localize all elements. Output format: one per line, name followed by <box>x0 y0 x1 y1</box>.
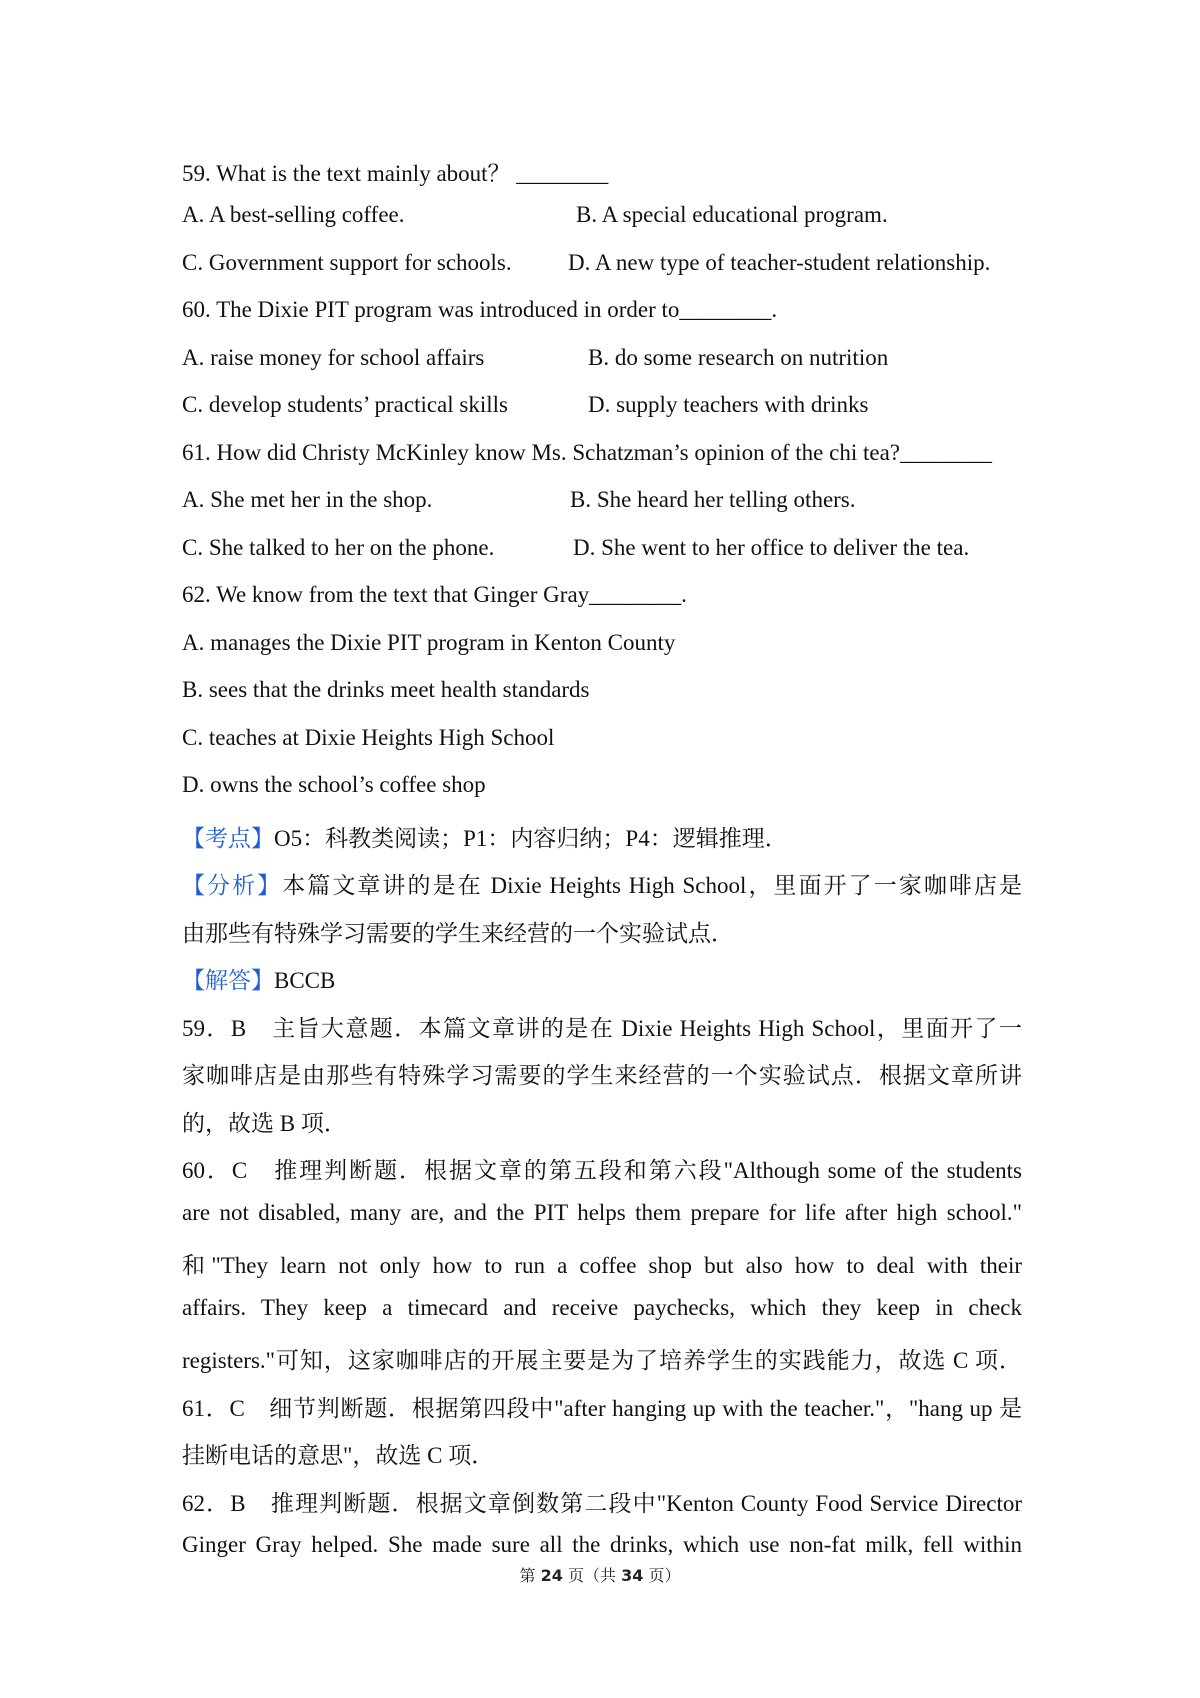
answer-59-line-2: 家咖啡店是由那些有特殊学习需要的学生来经营的一个实验试点．根据文章所讲 <box>182 1063 1022 1088</box>
answer-62-line-2: Ginger Gray helped. She made sure all the drinks, which use non-fat milk, fell within <box>182 1532 1022 1557</box>
question-60-stem: 60. The Dixie PIT program was introduced in order to________. <box>182 297 778 322</box>
answer-59-line-1: 59．B 主旨大意题．本篇文章讲的是在 Dixie Heights High School，里面开了一 <box>182 1016 1022 1041</box>
kaodian-line <box>182 820 788 853</box>
answer-59-line-3: 的，故选 B 项． <box>182 1111 347 1136</box>
answer-60-line-2: are not disabled, many are, and the PIT helps them prepare for life after high school." <box>182 1200 1022 1225</box>
jieda-tag: 【解答】 <box>182 968 274 993</box>
question-62-option-c: C. teaches at Dixie Heights High School <box>182 725 555 750</box>
jieda-line <box>182 962 335 995</box>
question-60-option-a: A. raise money for school affairs <box>182 345 485 370</box>
footer-prefix: 第 <box>519 1566 541 1585</box>
question-59-option-c: C. Government support for schools. <box>182 250 512 275</box>
page-footer <box>0 1563 1200 1586</box>
footer-middle: 页（共 <box>562 1566 622 1585</box>
question-60-option-c: C. develop students’ practical skills <box>182 392 508 417</box>
fenxi-text-1: 本篇文章讲的是在 Dixie Heights High School，里面开了一家咖啡店是 <box>282 873 1022 898</box>
question-62-option-b: B. sees that the drinks meet health standards <box>182 677 590 702</box>
answer-60-line-5: registers."可知，这家咖啡店的开展主要是为了培养学生的实践能力，故选 C 项． <box>182 1348 1022 1373</box>
fenxi-line-2: 由那些有特殊学习需要的学生来经营的一个实验试点． <box>182 921 734 946</box>
answer-62-line-1: 62．B 推理判断题．根据文章倒数第二段中"Kenton County Food Service Director <box>182 1491 1022 1516</box>
answer-61-line-1: 61．C 细节判断题．根据第四段中"after hanging up with the teacher."，"hang up 是 <box>182 1396 1022 1421</box>
footer-total-pages: 34 <box>621 1566 644 1585</box>
question-62-option-a: A. manages the Dixie PIT program in Kenton County <box>182 630 676 655</box>
answer-60-line-1: 60．C 推理判断题．根据文章的第五段和第六段"Although some of the students <box>182 1158 1022 1183</box>
kaodian-tag: 【考点】 <box>182 826 274 851</box>
question-59-option-a: A. A best-selling coffee. <box>182 202 405 227</box>
question-60-option-b: B. do some research on nutrition <box>588 345 889 370</box>
question-62-stem: 62. We know from the text that Ginger Gray________. <box>182 582 687 607</box>
question-61-option-d: D. She went to her office to deliver the tea. <box>573 535 970 560</box>
question-59-option-b: B. A special educational program. <box>576 202 888 227</box>
fenxi-line-1 <box>182 867 1022 900</box>
footer-page-number: 24 <box>540 1566 563 1585</box>
question-60-option-d: D. supply teachers with drinks <box>588 392 869 417</box>
kaodian-text: O5：科教类阅读；P1：内容归纳；P4：逻辑推理． <box>274 826 788 851</box>
question-59-option-d: D. A new type of teacher-student relationship. <box>568 250 991 275</box>
answer-61-line-2: 挂断电话的意思"，故选 C 项． <box>182 1443 495 1468</box>
question-61-option-b: B. She heard her telling others. <box>570 487 856 512</box>
fenxi-tag: 【分析】 <box>182 873 283 898</box>
question-61-option-c: C. She talked to her on the phone. <box>182 535 495 560</box>
question-62-option-d: D. owns the school’s coffee shop <box>182 772 486 797</box>
jieda-text: BCCB <box>274 968 336 993</box>
question-61-option-a: A. She met her in the shop. <box>182 487 433 512</box>
answer-60-line-3: 和"They learn not only how to run a coffee shop but also how to deal with their <box>182 1253 1022 1278</box>
question-59-stem: 59. What is the text mainly about？ ________ <box>182 161 609 186</box>
answer-60-line-4: affairs. They keep a timecard and receive paychecks, which they keep in check <box>182 1295 1022 1320</box>
footer-suffix: 页） <box>643 1566 681 1585</box>
question-61-stem: 61. How did Christy McKinley know Ms. Schatzman’s opinion of the chi tea?________ <box>182 440 993 465</box>
